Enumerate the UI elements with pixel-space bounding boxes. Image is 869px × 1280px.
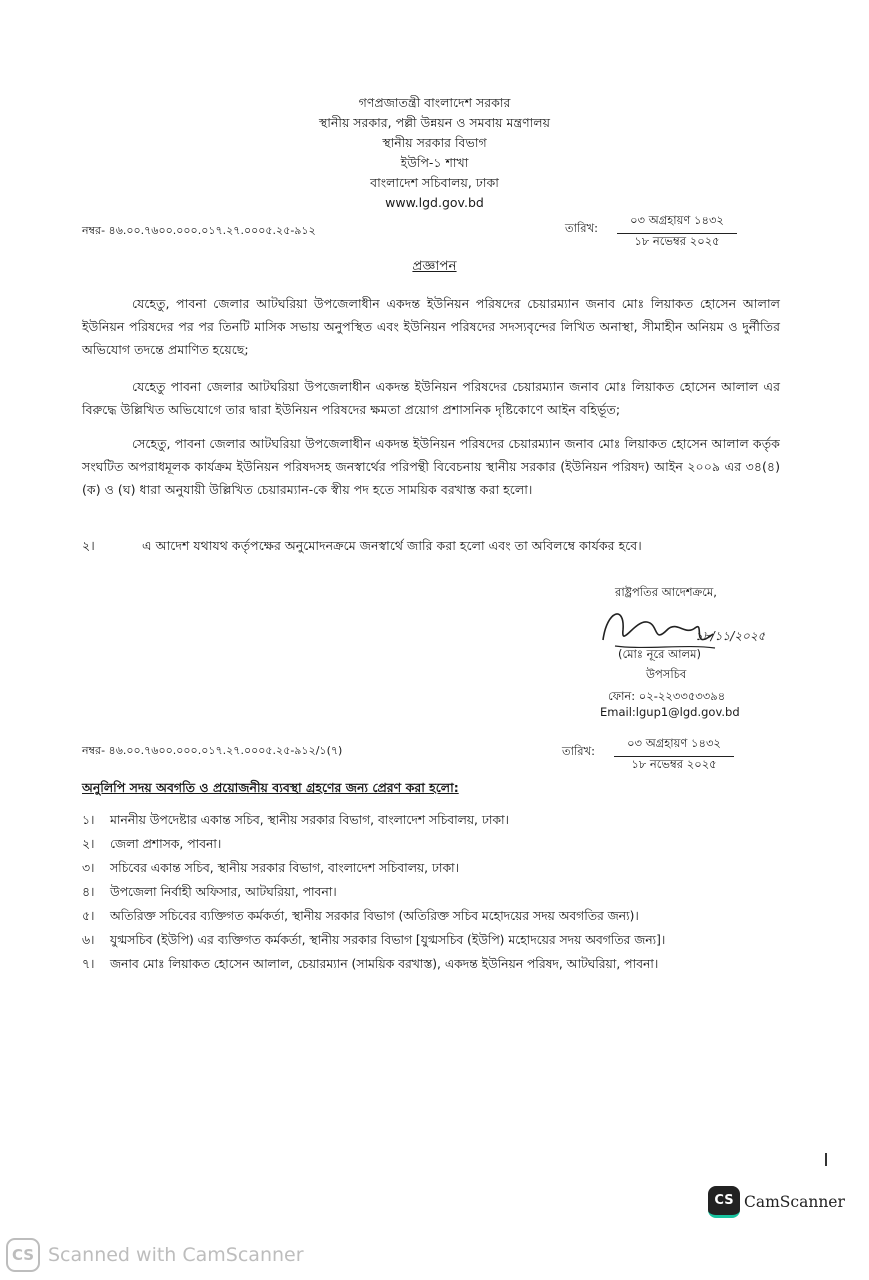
camscanner-logo-icon: CS [708, 1186, 740, 1218]
list-item [82, 880, 782, 904]
scan-watermark [6, 1238, 304, 1272]
date-label: তারিখ: [562, 744, 596, 758]
item-text: সচিবের একান্ত সচিব, স্থানীয় সরকার বিভাগ, বাংলাদেশ সচিবালয়, ঢাকা। [110, 861, 460, 875]
paragraph-3 [82, 432, 780, 501]
memo-number-copy: নম্বর- ৪৬.০০.৭৬০০.০০০.০১৭.২৭.০০০৫.২৫-৯১২/১(৭) [82, 744, 343, 757]
item-text: জেলা প্রশাসক, পাবনা। [110, 837, 222, 851]
memo-date-copy [562, 735, 742, 775]
list-item [82, 856, 782, 880]
item-number: ২। [82, 837, 95, 851]
item-text: যুগ্মসচিব (ইউপি) এর ব্যক্তিগত কর্মকর্তা, স্থানীয় সরকার বিভাগ [যুগ্মসচিব (ইউপি) মহোদয়ের সদয় অবগতির জন্য]। [110, 933, 666, 947]
signer-designation: উপসচিব [646, 667, 687, 681]
item-number: ৩। [82, 861, 95, 875]
copy-list-heading: অনুলিপি সদয় অবগতি ও প্রয়োজনীয় ব্যবস্থা গ্রহণের জন্য প্রেরণ করা হলো: [82, 780, 459, 795]
notification-title: প্রজ্ঞাপন [412, 258, 457, 274]
item-number: ৪। [82, 885, 95, 899]
item-text: মাননীয় উপদেষ্টার একান্ত সচিব, স্থানীয় সরকার বিভাগ, বাংলাদেশ সচিবালয়, ঢাকা। [110, 813, 509, 827]
memo-date [565, 212, 745, 252]
item-text: অতিরিক্ত সচিবের ব্যক্তিগত কর্মকর্তা, স্থানীয় সরকার বিভাগ (অতিরিক্ত সচিব মহোদয়ের সদয় অবগতির জন্য)। [110, 909, 639, 923]
item-number: ৫। [82, 909, 95, 923]
division-name: স্থানীয় সরকার বিভাগ [382, 135, 487, 150]
camscanner-brand [708, 1186, 845, 1218]
item-number: ১। [82, 813, 95, 827]
branch-name: ইউপি-১ শাখা [400, 155, 469, 170]
item-text: উপজেলা নির্বাহী অফিসার, আটঘরিয়া, পাবনা। [110, 885, 337, 899]
signer-phone: ফোন: ০২-২২৩৩৫৩৩৯৪ [608, 689, 726, 703]
item-text: এ আদেশ যথাযথ কর্তৃপক্ষের অনুমোদনক্রমে জনস্বার্থে জারি করা হলো এবং তা অবিলম্বে কার্যকর হবে। [142, 538, 642, 553]
date-bangla: ০৩ অগ্রহায়ণ ১৪৩২ [614, 735, 734, 757]
signer-email: Email:lgup1@lgd.gov.bd [600, 705, 740, 719]
copy-list [82, 808, 782, 976]
item-text: জনাব মোঃ লিয়াকত হোসেন আলাল, চেয়ারম্যান (সাময়িক বরখাস্ত), একদন্ত ইউনিয়ন পরিষদ, আটঘরিয়া, পাবনা। [110, 957, 659, 971]
date-label: তারিখ: [565, 221, 599, 235]
item-number: ৬। [82, 933, 95, 947]
signature-date: ১৮/১১/২০২৫ [695, 629, 765, 643]
list-item [82, 928, 782, 952]
paragraph-2 [82, 375, 780, 421]
camscanner-watermark-icon: CS [6, 1238, 40, 1272]
govt-name: গণপ্রজাতন্ত্রী বাংলাদেশ সরকার [358, 95, 511, 110]
paragraph-text: সেহেতু, পাবনা জেলার আটঘরিয়া উপজেলাধীন একদন্ত ইউনিয়ন পরিষদের চেয়ারম্যান জনাব মোঃ লিয়াকত হোসেন আলাল কর্তৃক সংঘটিত অপরাধমূলক কার্যক্রম ইউনিয়ন পরিষদসহ জনস্বার্থের পরিপন্থী বিবেচনায় স্থানীয় সরকার (ইউনিয়ন পরিষদ) আইন ২০০৯ এর ৩৪(৪) (ক) ও (ঘ) ধারা অনুযায়ী উল্লিখিত চেয়ারম্যান-কে স্বীয় পদ হতে সাময়িক বরখাস্ত করা হলো। [82, 436, 780, 497]
list-item [82, 904, 782, 928]
by-order-text: রাষ্ট্রপতির আদেশক্রমে, [615, 585, 717, 599]
ministry-name: স্থানীয় সরকার, পল্লী উন্নয়ন ও সমবায় মন্ত্রণালয় [319, 115, 550, 130]
camscanner-brand-text: CamScanner [744, 1193, 845, 1211]
list-item [82, 952, 782, 976]
website: www.lgd.gov.bd [385, 195, 484, 210]
watermark-text: Scanned with CamScanner [48, 1244, 304, 1266]
item-number: ২। [82, 538, 95, 553]
list-item [82, 832, 782, 856]
date-gregorian: ১৮ নভেম্বর ২০২৫ [631, 757, 717, 771]
item-number: ৭। [82, 957, 95, 971]
date-bangla: ০৩ অগ্রহায়ণ ১৪৩২ [617, 212, 737, 234]
office-address: বাংলাদেশ সচিবালয়, ঢাকা [370, 175, 499, 190]
order-item-2 [82, 538, 642, 558]
paragraph-text: যেহেতু পাবনা জেলার আটঘরিয়া উপজেলাধীন একদন্ত ইউনিয়ন পরিষদের চেয়ারম্যান জনাব মোঃ লিয়াকত হোসেন আলাল এর বিরুদ্ধে উল্লিখিত অভিযোগে তার দ্বারা ইউনিয়ন পরিষদের ক্ষমতা প্রয়োগ প্রশাসনিক দৃষ্টিকোণে আইন বহির্ভূত; [82, 379, 780, 417]
signer-name: (মোঃ নূরে আলম) [618, 647, 701, 661]
scan-mark [825, 1153, 827, 1166]
memo-number: নম্বর- ৪৬.০০.৭৬০০.০০০.০১৭.২৭.০০০৫.২৫-৯১২ [82, 224, 316, 237]
paragraph-text: যেহেতু, পাবনা জেলার আটঘরিয়া উপজেলাধীন একদন্ত ইউনিয়ন পরিষদের চেয়ারম্যান জনাব মোঃ লিয়াকত হোসেন আলাল ইউনিয়ন পরিষদের পর পর তিনটি মাসিক সভায় অনুপস্থিত এবং ইউনিয়ন পরিষদের সদস্যবৃন্দের লিখিত অনাস্থা, সীমাহীন অনিয়ম ও দুর্নীতির অভিযোগ তদন্তে প্রমাণিত হয়েছে; [82, 296, 780, 357]
date-gregorian: ১৮ নভেম্বর ২০২৫ [634, 234, 720, 248]
list-item [82, 808, 782, 832]
paragraph-1 [82, 292, 780, 361]
